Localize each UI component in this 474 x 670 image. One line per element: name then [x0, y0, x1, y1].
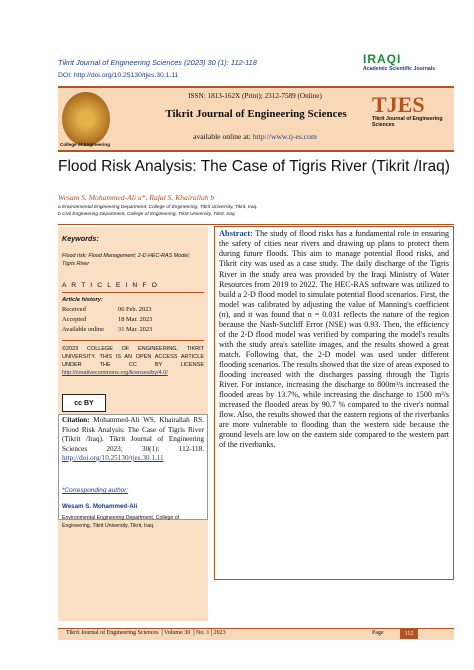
license-block [62, 346, 204, 378]
corresponding-author-heading: *Corresponding author: [62, 487, 129, 494]
running-head: Tikrit Journal of Engineering Sciences (2023) 30 (1): 112-118 [58, 58, 257, 67]
available-online-line [150, 132, 360, 141]
article-history-heading: Article history: [62, 297, 103, 303]
divider [62, 292, 204, 293]
corresponding-author-address: Environmental Engineering Department, College of Engineering, Tikrit University, Tikrit, Iraq. [62, 515, 180, 529]
history-date: 18 Mar. 2023 [118, 316, 153, 323]
page-number: 112 [400, 629, 418, 639]
divider [62, 340, 204, 341]
doi-line[interactable]: DOI: http://doi.org/10.25130/tjes.30.1.11 [58, 72, 179, 79]
footer-journal: Tikrit Journal of Engineering Sciences │Volume 30 │No. 1│2023 [66, 630, 226, 636]
citation-text: Mohammed-Ali WS, Khairallah RS. Flood Risk Analysis: The Case of Tigris River (Tikrit /Iraq). Tikrit Journal of Engineering Sciences 2023; 30(1): 112-118. [62, 416, 204, 453]
college-seal-icon [62, 92, 110, 146]
license-text: ©2023 COLLEGE OF ENGINEERING, TIKRIT UNIVERSITY. THIS IS AN OPEN ACCESS ARTICLE UNDER THE CC BY LICENSE [62, 346, 204, 368]
history-label: Received [62, 306, 86, 313]
paper-title: Flood Risk Analysis: The Case of Tigris River (Tikrit /Iraq) [58, 158, 450, 175]
keywords: Flood risk; Flood Management; 2-D HEC-RAS Model; Tigris River [62, 253, 190, 268]
citation-label: Citation: [62, 416, 90, 424]
available-prefix: available online at: [193, 132, 253, 141]
seal-caption: College of Engineering [60, 142, 111, 147]
citation [62, 416, 204, 464]
iraqi-logo-subtitle: Academic Scientific Journals [363, 66, 436, 72]
corresponding-author-name: Wesam S. Mohammed-Ali [62, 503, 138, 510]
affiliations [58, 205, 258, 219]
history-label: Accepted [62, 316, 87, 323]
abstract-box [214, 226, 454, 580]
iraqi-logo-text: IRAQI [363, 52, 402, 66]
keywords-heading: Keywords: [62, 234, 99, 243]
history-date: 06 Feb. 2023 [118, 306, 152, 313]
history-date: 31 Mar. 2023 [118, 326, 153, 333]
tjes-logo-text: TJES [372, 92, 425, 117]
history-row [62, 316, 204, 326]
history-row [62, 306, 204, 316]
license-link[interactable]: http://creativecommons.org/licenses/by/4.0/ [62, 369, 168, 376]
abstract-heading: Abstract: [219, 229, 253, 238]
article-info-heading: A R T I C L E I N F O [62, 282, 159, 289]
journal-website-link[interactable]: http://www.tj-es.com [252, 132, 317, 141]
history-label: Available online [62, 326, 104, 333]
issn-line: ISSN: 1813-162X (Print); 2312-7589 (Online) [188, 92, 322, 100]
history-row [62, 326, 204, 336]
abstract-body: The study of flood risks has a fundamental role in ensuring the safety of cities near rivers and drawing up plans to protect them during future floods. This aim to manage potential flood risks, and Tikrit city was used as a case study. The daily discharge of the Tigris River in the study area was provided by the Iraqi Ministry of Water Resources from 2019 to 2022. The HEC-RAS software was utilized to build a 2-D flood model to simulate potential flood scenarios. First, the model was calibrated by adjusting the value of Manning's coefficient (n), and it was found that n = 0.031 reflects the nature of the region because the Nash-Sutcliff Error (NSE) was 0.93. Then, the efficiency of the 2-D flood model was verified by comparing the model's results with the study area's satellite images, and the results showed a great match. Following that, the 2-D model was used under different flooding scenarios. The results showed that the size of areas exposed to flooding increased with the discharges passing through the Tigris River. For instance, increasing the discharge to 800m³/s increased the flooded areas by 13.7%, while increasing the discharge to 1500 m³/s increased the flooded areas by 90.7 % compared to the river's normal flow. Also, the results showed that the eastern regions of the riverbanks are more vulnerable to flooding than the western side because the ground levels are low on the eastern side compared to the western part of the riverbanks. [219, 229, 449, 449]
authors: Wesam S. Mohammed-Ali a*, Rafal S. Khairallah b [58, 193, 215, 202]
footer-page-label: Page [372, 630, 384, 636]
tjes-logo-subtitle: Tikrit Journal of Engineering Sciences [372, 116, 443, 129]
affiliation-a: a Environmental Engineering Department, College of Engineering, Tikrit University, Tikrit, Iraq. [58, 205, 258, 210]
divider [58, 224, 454, 225]
iraqi-journals-logo [363, 52, 453, 72]
citation-doi-link[interactable]: http://doi.org/10.25130/tjes.30.1.11 [62, 454, 164, 462]
cc-by-badge-icon: cc BY [62, 394, 106, 412]
affiliation-b: b Civil Engineering Department, College of Engineering, Tikrit University, Tikrit, Iraq. [58, 211, 236, 217]
tjes-logo [372, 94, 452, 128]
journal-title: Tikrit Journal of Engineering Sciences [165, 108, 347, 120]
